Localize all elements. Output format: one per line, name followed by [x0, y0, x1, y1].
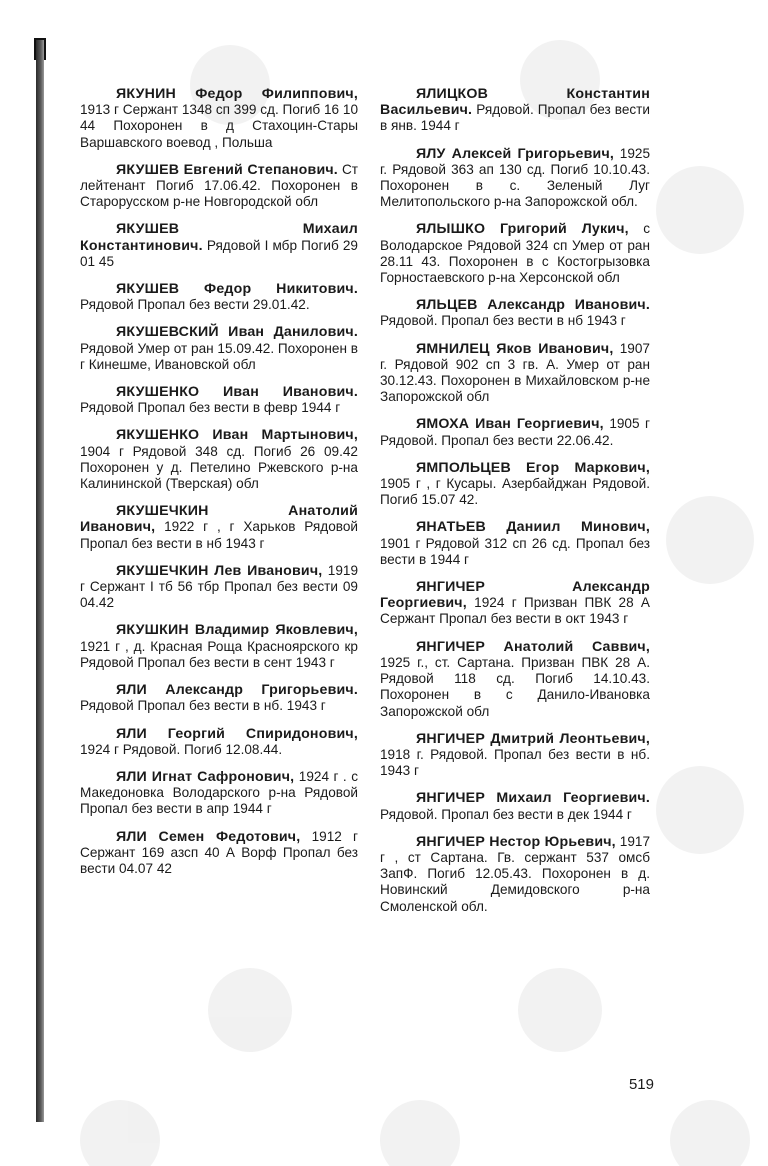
- entry-text: 1925 г., ст. Сартана. Призван ПВК 28 А. Рядовой 118 сд. Погиб 14.10.43. Похоронен в с Данило-Ивановка Запорожской обл: [380, 654, 650, 719]
- entry-text: Рядовой Пропал без вести в февр 1944 г: [80, 400, 341, 416]
- entry-text: Ст лейтенант Погиб 17.06.42. Похоронен в Старорусском р-не Новгородской обл: [80, 161, 359, 210]
- entry-name: ЯНГИЧЕР Нестор Юрьевич,: [416, 833, 616, 850]
- entry-name: ЯЛУ Алексей Григорьевич,: [416, 145, 615, 162]
- entry: [80, 622, 358, 671]
- entry-name: ЯЛЬЦЕВ Александр Иванович.: [416, 297, 650, 314]
- entry-text: 1905 г Рядовой. Пропал без вести 22.06.42.: [380, 416, 650, 448]
- entry: [380, 579, 650, 628]
- entry-name: ЯКУШКИН Владимир Яковлевич,: [116, 622, 358, 639]
- entry: [380, 416, 650, 448]
- entry: [380, 790, 650, 822]
- entry-text: 1918 г. Рядовой. Пропал без вести в нб. 1943 г: [380, 746, 650, 779]
- entry-name: ЯЛИЦКОВ Константин Васильевич.: [380, 86, 650, 119]
- entry: [380, 341, 650, 406]
- left-column: [80, 86, 358, 888]
- entry-text: 1924 г . с Македоновка Володарского р-на Рядовой Пропал без вести в апр 1944 г: [80, 768, 358, 817]
- entry-text: 1917 г , ст Сартана. Гв. сержант 537 омсб ЗапФ. Погиб 12.05.43. Похоронен в д. Новинский Демидовского р-на Смоленской обл.: [380, 833, 651, 914]
- entry-name: ЯКУШЕНКО Иван Иванович.: [116, 384, 358, 401]
- entry: [380, 834, 650, 915]
- entry-text: Рядовой Пропал без вести в нб. 1943 г: [80, 698, 326, 714]
- entry: [80, 563, 358, 612]
- entry-name: ЯКУШЕЧКИН Лев Иванович,: [116, 562, 323, 579]
- entry-name: ЯЛИ Семен Федотович,: [116, 828, 301, 845]
- entry: [80, 829, 358, 878]
- entry-text: 1904 г Рядовой 348 сд. Погиб 26 09.42 Похоронен у д. Петелино Ржевского р-на Калининской (Тверская) обл: [80, 443, 358, 492]
- entry-name: ЯКУШЕВ Евгений Степанович.: [116, 161, 338, 178]
- entry: [80, 221, 358, 270]
- entry: [80, 769, 358, 818]
- entry: [380, 221, 650, 286]
- entry-text: 1901 г Рядовой 312 сп 26 сд. Пропал без вести в 1944 г: [380, 535, 650, 567]
- entry-name: ЯМОХА Иван Георгиевич,: [416, 416, 604, 433]
- entry: [80, 682, 358, 714]
- entry-name: ЯМПОЛЬЦЕВ Егор Маркович,: [416, 459, 650, 476]
- entry-text: Рядовой. Пропал без вести в нб 1943 г: [380, 313, 626, 329]
- entry-name: ЯЛИ Игнат Сафронович,: [116, 768, 295, 785]
- entry-text: Рядовой. Пропал без вести в дек 1944 г: [380, 806, 632, 822]
- entry-name: ЯКУШЕЧКИН Анатолий Иванович,: [80, 503, 358, 536]
- entry-text: с Володарское Рядовой 324 сп Умер от ран 28.11 43. Похоронен в с Костогрызовка Горностаевского р-на Херсонской обл: [380, 221, 651, 286]
- entry-text: 1922 г , г Харьков Рядовой Пропал без вести в нб 1943 г: [80, 519, 358, 551]
- entry-name: ЯКУШЕВ Федор Никитович.: [116, 281, 358, 298]
- entry-name: ЯКУШЕНКО Иван Мартынович,: [116, 427, 358, 444]
- entry-name: ЯНГИЧЕР Дмитрий Леонтьевич,: [416, 730, 650, 747]
- entry-text: 1921 г , д. Красная Роща Красноярского кр Рядовой Пропал без вести в сент 1943 г: [80, 638, 358, 670]
- entry-text: 1907 г. Рядовой 902 сп 3 гв. А. Умер от ран 30.12.43. Похоронен в Михайловском р-не Запорожской обл: [380, 340, 650, 405]
- entry-text: 1924 г Призван ПВК 28 А Сержант Пропал без вести в окт 1943 г: [380, 595, 650, 627]
- entry: [380, 519, 650, 568]
- entry: [380, 86, 650, 135]
- entry-name: ЯНГИЧЕР Анатолий Саввич,: [416, 638, 650, 655]
- entry-text: 1919 г Сержант I тб 56 тбр Пропал без вести 09 04.42: [80, 562, 359, 611]
- entry-text: 1924 г Рядовой. Погиб 12.08.44.: [80, 741, 283, 757]
- entry-text: 1925 г. Рядовой 363 ап 130 сд. Погиб 10.10.43. Похоронен в с. Зеленый Луг Мелитопольского р-на Запорожской обл.: [380, 145, 651, 210]
- entry-name: ЯМНИЛЕЦ Яков Иванович,: [416, 340, 614, 357]
- entry: [380, 146, 650, 211]
- entry: [80, 427, 358, 492]
- right-column: [380, 86, 650, 926]
- entry: [80, 281, 358, 313]
- entry: [380, 639, 650, 720]
- entry-text: Рядовой Умер от ран 15.09.42. Похоронен в г Кинешме, Ивановской обл: [80, 340, 358, 372]
- entry: [80, 384, 358, 416]
- entry-text: Рядовой. Пропал без вести в янв. 1944 г: [380, 102, 651, 134]
- entry-text: Рядовой I мбр Погиб 29 01 45: [80, 237, 358, 269]
- entry-name: ЯЛИ Александр Григорьевич.: [116, 682, 358, 699]
- entry-name: ЯЛЫШКО Григорий Лукич,: [416, 221, 629, 238]
- entry-name: ЯКУШЕВСКИЙ Иван Данилович.: [116, 324, 358, 341]
- entry: [80, 726, 358, 758]
- entry-name: ЯНАТЬЕВ Даниил Минович,: [416, 519, 650, 536]
- entry: [380, 731, 650, 780]
- entry-text: 1912 г Сержант 169 азсп 40 А Ворф Пропал без вести 04.07 42: [80, 828, 358, 876]
- entry-text: 1913 г Сержант 1348 сп 399 сд. Погиб 16 10 44 Похоронен в д Стахоцин-Стары Варшавского воевод , Польша: [80, 102, 359, 150]
- entry-name: ЯКУШЕВ Михаил Константинович.: [80, 221, 358, 254]
- entry-name: ЯНГИЧЕР Михаил Георгиевич.: [416, 790, 650, 807]
- entry-text: Рядовой Пропал без вести 29.01.42.: [80, 297, 310, 313]
- entry-text: 1905 г , г Кусары. Азербайджан Рядовой. Погиб 15.07 42.: [380, 476, 650, 508]
- entry: [80, 162, 358, 211]
- entry: [80, 86, 358, 151]
- entry: [380, 460, 650, 509]
- entry-name: ЯКУНИН Федор Филиппович,: [116, 86, 358, 102]
- entry: [80, 324, 358, 373]
- entry: [380, 297, 650, 329]
- entry: [80, 503, 358, 552]
- page-number: 519: [628, 1076, 654, 1093]
- entry-name: ЯНГИЧЕР Александр Георгиевич,: [380, 579, 650, 612]
- entry-name: ЯЛИ Георгий Спиридонович,: [116, 725, 358, 742]
